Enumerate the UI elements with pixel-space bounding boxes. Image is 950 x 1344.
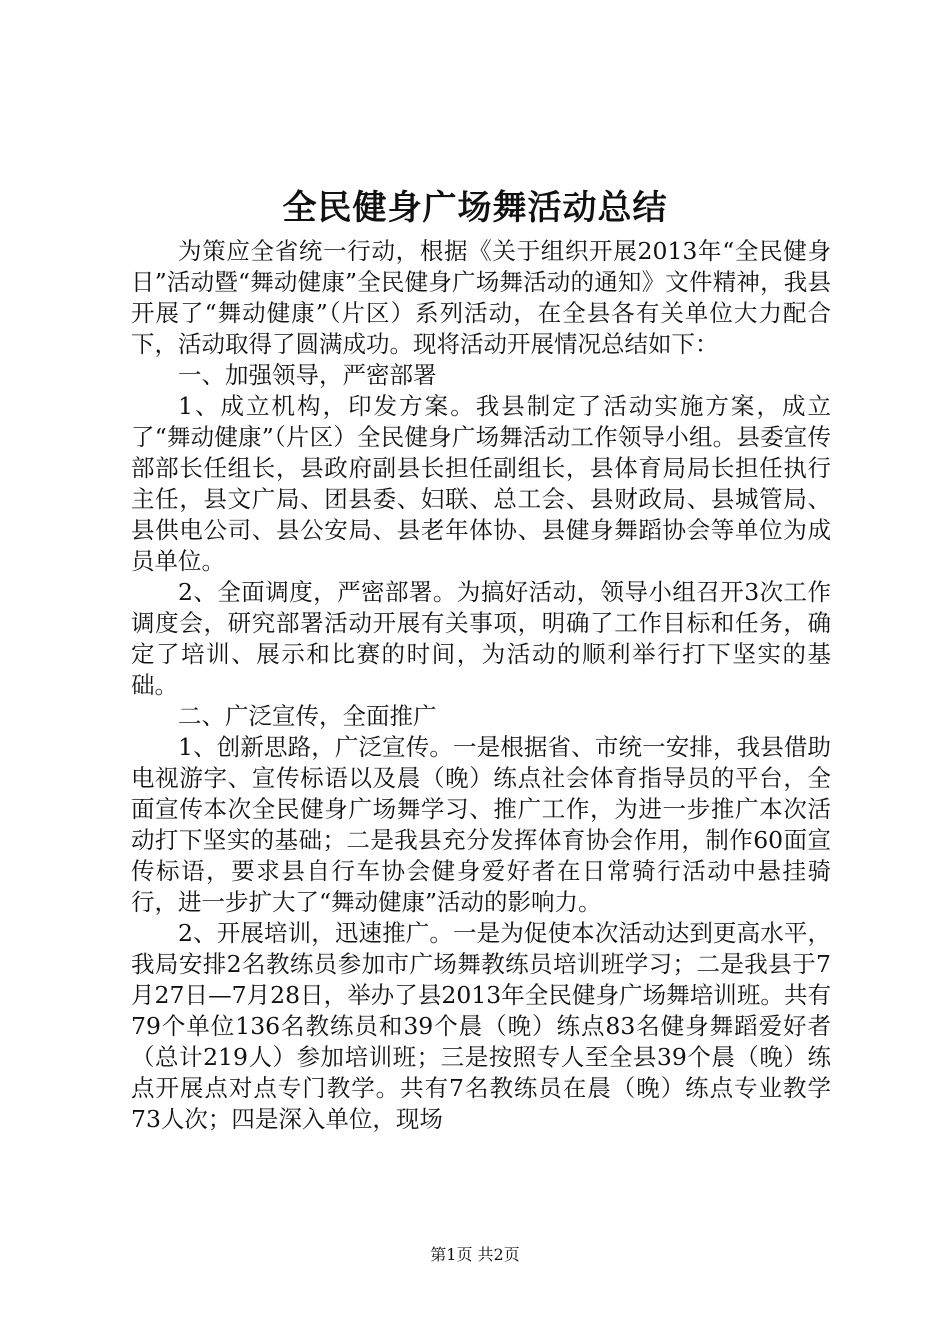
page-number-footer: 第1页 共2页 [430, 1245, 520, 1264]
paragraph-2-2: 2、开展培训，迅速推广。一是为促使本次活动达到更高水平，我局安排2名教练员参加市广场舞教练员培训班学习；二是我县于7月27日—7月28日，举办了县2013年全民健身广场舞培训班。共有79个单位136名教练员和39个晨（晚）练点83名健身舞蹈爱好者（总计219人）参加培训班；三是按照专人至全县39个晨（晚）练点开展点对点专门教学。共有7名教练员在晨（晚）练点专业教学73人次；四是深入单位，现场 [131, 919, 831, 1133]
paragraph-1-1: 1、成立机构，印发方案。我县制定了活动实施方案，成立了“舞动健康”（片区）全民健身广场舞活动工作领导小组。县委宣传部部长任组长，县政府副县长担任副组长，县体育局局长担任执行主任，县文广局、团县委、妇联、总工会、县财政局、县城管局、县供电公司、县公安局、县老年体协、县健身舞蹈协会等单位为成员单位。 [131, 392, 831, 575]
paragraph-1-2: 2、全面调度，严密部署。为搞好活动，领导小组召开3次工作调度会，研究部署活动开展有关事项，明确了工作目标和任务，确定了培训、展示和比赛的时间，为活动的顺利举行打下坚实的基础。 [131, 578, 831, 699]
document-title: 全民健身广场舞活动总结 [282, 188, 668, 228]
section-heading-2: 二、广泛宣传，全面推广 [178, 702, 437, 730]
paragraph-2-1: 1、创新思路，广泛宣传。一是根据省、市统一安排，我县借助电视游字、宣传标语以及晨（晚）练点社会体育指导员的平台，全面宣传本次全民健身广场舞学习、推广工作，为进一步推广本次活动打下坚实的基础；二是我县充分发挥体育协会作用，制作60面宣传标语，要求县自行车协会健身爱好者在日常骑行活动中悬挂骑行，进一步扩大了“舞动健康”活动的影响力。 [131, 733, 831, 916]
intro-paragraph: 为策应全省统一行动，根据《关于组织开展2013年“全民健身日”活动暨“舞动健康”全民健身广场舞活动的通知》文件精神，我县开展了“舞动健康”（片区）系列活动，在全县各有关单位大力配合下，活动取得了圆满成功。现将活动开展情况总结如下： [131, 237, 831, 358]
section-heading-1: 一、加强领导，严密部署 [178, 361, 437, 389]
document-body [131, 236, 831, 1135]
